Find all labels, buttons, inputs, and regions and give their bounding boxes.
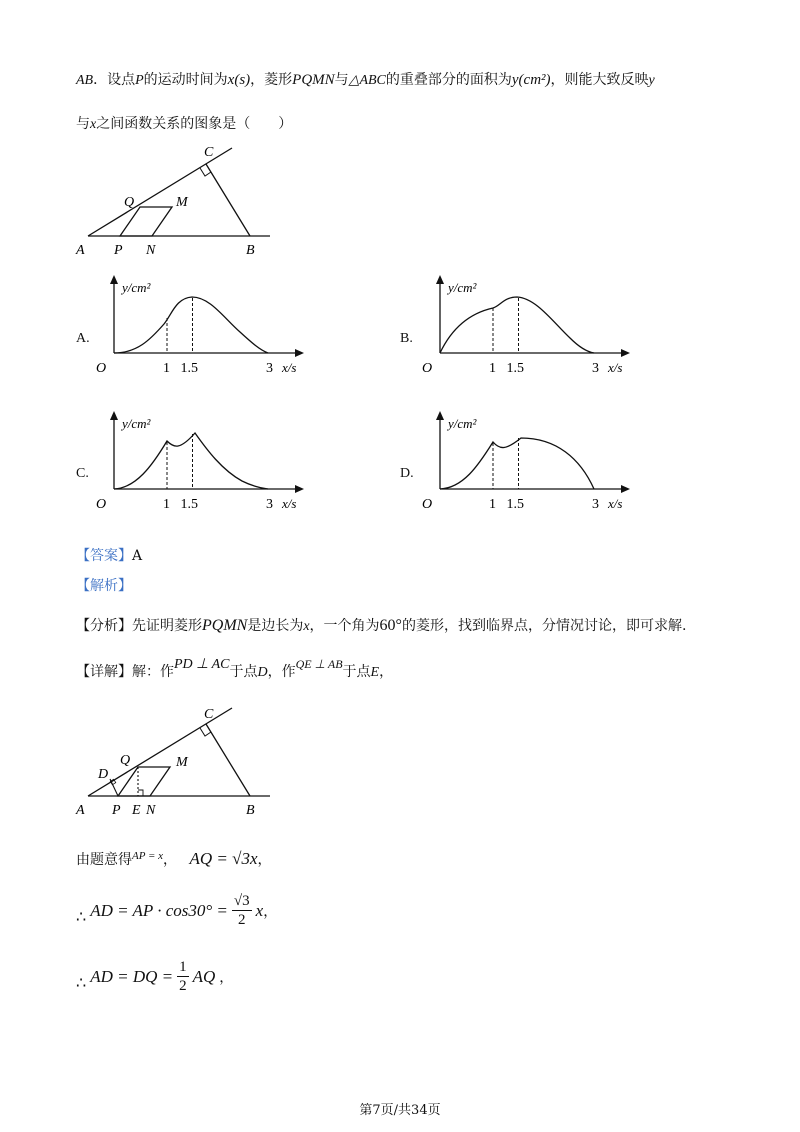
graph-option-a[interactable] [92, 270, 312, 385]
seg-ab: AB [76, 73, 94, 88]
line-cb [206, 164, 250, 236]
y-axis-label: y/cm² [448, 416, 477, 431]
text: ， [257, 852, 272, 868]
label-a: A [76, 803, 85, 818]
therefore-symbol: ∴ [76, 974, 87, 992]
qe-perp-ab: QE ⊥ AB [295, 657, 343, 671]
eq-line-2 [76, 892, 277, 929]
fenxi-line [76, 616, 686, 637]
tick-label: 1 [489, 361, 496, 376]
eq2-lhs: AD = AP · cos30° = [90, 900, 228, 920]
text: 与 [334, 72, 349, 88]
text: 的运动时间为 [143, 72, 228, 88]
y-axis-arrow [436, 275, 444, 284]
question-line-1 [76, 70, 655, 91]
y-axis-arrow [436, 411, 444, 420]
graph-option-c[interactable] [92, 406, 312, 521]
text: ， [379, 664, 394, 680]
function-curve [114, 433, 268, 489]
denominator: 2 [179, 978, 187, 994]
origin-label: O [96, 497, 107, 512]
xiangjie-tag: 【详解】 [76, 664, 132, 680]
eq-line-1 [76, 849, 272, 871]
text: 解：作 [132, 664, 174, 680]
label-q: Q [120, 753, 131, 768]
fraction-1-over-2 [177, 958, 189, 995]
eq3-lhs: AD = DQ = [90, 966, 174, 986]
graph-option-b[interactable] [418, 270, 638, 385]
tick-label: 1 [163, 361, 170, 376]
label-c: C [204, 145, 214, 160]
answer-value: A [132, 548, 143, 564]
denominator: 2 [238, 912, 246, 928]
text: ， [163, 852, 178, 868]
time-var: x(s) [227, 72, 251, 88]
label-d: D [98, 767, 109, 782]
function-curve [440, 438, 594, 489]
tick-label: 3 [592, 361, 599, 376]
origin-label: O [422, 497, 433, 512]
tick-label: 1.5 [506, 361, 524, 376]
origin-label: O [96, 361, 107, 376]
label-p: P [114, 243, 123, 258]
text: ，一个角为 [309, 618, 380, 634]
tick-label: 3 [592, 497, 599, 512]
x-axis-arrow [295, 349, 304, 357]
x-axis-arrow [295, 485, 304, 493]
graph-option-d[interactable] [418, 406, 638, 521]
option-a-label[interactable]: A. [76, 331, 90, 346]
text: 的菱形，找到临界点，分情况讨论，即可求解. [401, 618, 687, 634]
aq-eq: AQ = √3x [189, 849, 258, 868]
x-var: x [90, 117, 97, 132]
text: 的重叠部分的面积为 [385, 72, 512, 88]
y-axis-arrow [110, 411, 118, 420]
tick-label: 1.5 [180, 361, 198, 376]
eq3-var: AQ [192, 966, 216, 986]
answer-line [76, 546, 142, 566]
area-var: y(cm²) [511, 72, 551, 88]
text: ，作 [267, 664, 296, 680]
y-var: y [648, 73, 655, 88]
xiangjie-line [76, 657, 394, 683]
text: 由题意得 [76, 852, 132, 868]
line-cb [206, 724, 250, 796]
analysis-line [76, 576, 132, 596]
eq2-var: x [255, 900, 264, 920]
x-axis-label: x/s [608, 496, 623, 511]
x-axis-arrow [621, 349, 630, 357]
pd-perp-ac: PD ⊥ AC [174, 657, 230, 672]
y-axis-label: y/cm² [122, 280, 151, 295]
question-line-2 [76, 114, 292, 135]
y-axis-arrow [110, 275, 118, 284]
right-angle-mark-e [138, 790, 143, 796]
label-p: P [112, 803, 121, 818]
text: 先证明菱形 [132, 618, 202, 634]
rhombus-name: PQMN [292, 72, 335, 88]
label-a: A [76, 243, 85, 258]
label-n: N [146, 803, 156, 818]
rhombus-name: PQMN [202, 617, 248, 634]
function-curve [114, 297, 268, 353]
point-e: E [370, 665, 380, 680]
text: 是边长为 [247, 618, 304, 634]
therefore-symbol: ∴ [76, 908, 87, 926]
text: ， [263, 903, 278, 920]
tick-label: 3 [266, 361, 273, 376]
segment-pd [110, 779, 118, 796]
angle-value: 60° [379, 617, 402, 634]
label-b: B [246, 803, 255, 818]
label-b: B [246, 243, 255, 258]
label-c: C [204, 707, 214, 722]
tick-label: 1.5 [180, 497, 198, 512]
x-var: x [303, 619, 310, 634]
y-axis-label: y/cm² [122, 416, 151, 431]
function-curve [440, 297, 594, 353]
numerator: √3 [233, 893, 250, 909]
label-n: N [146, 243, 156, 258]
x-axis-label: x/s [282, 360, 297, 375]
figure-triangle-rhombus [70, 140, 290, 260]
x-axis-label: x/s [608, 360, 623, 375]
numerator: 1 [179, 959, 187, 975]
eq-line-3 [76, 958, 233, 995]
x-axis-arrow [621, 485, 630, 493]
x-axis-label: x/s [282, 496, 297, 511]
option-c-label[interactable]: C. [76, 466, 89, 481]
fraction-root3-over-2 [232, 892, 252, 929]
analysis-tag: 【解析】 [76, 578, 132, 594]
answer-tag: 【答案】 [76, 548, 132, 564]
text: ，菱形 [250, 72, 293, 88]
label-m: M [176, 755, 188, 770]
y-axis-label: y/cm² [448, 280, 477, 295]
text: 与 [76, 116, 90, 132]
text: 于点 [342, 664, 371, 680]
ap-eq-x: AP = x [132, 850, 164, 862]
tick-label: 1.5 [506, 497, 524, 512]
option-b-label[interactable]: B. [400, 331, 413, 346]
tick-label: 3 [266, 497, 273, 512]
label-m: M [176, 195, 188, 210]
option-d-label[interactable]: D. [400, 466, 414, 481]
text: 之间函数关系的图象是（ ） [96, 116, 293, 132]
figure-detail [70, 702, 290, 820]
origin-label: O [422, 361, 433, 376]
text: 于点 [229, 664, 258, 680]
text: ，则能大致反映 [550, 72, 649, 88]
label-q: Q [124, 195, 135, 210]
tick-label: 1 [489, 497, 496, 512]
rhombus-pqmn [118, 767, 170, 796]
page-footer: 第7页/共34页 [359, 1103, 441, 1118]
fenxi-tag: 【分析】 [76, 618, 132, 634]
label-e: E [132, 803, 141, 818]
line-ac [88, 148, 232, 236]
point-p: P [135, 73, 144, 88]
text: ， [219, 969, 234, 986]
point-d: D [257, 665, 268, 680]
tick-label: 1 [163, 497, 170, 512]
text: ．设点 [93, 72, 136, 88]
triangle-name: △ABC [348, 73, 386, 88]
